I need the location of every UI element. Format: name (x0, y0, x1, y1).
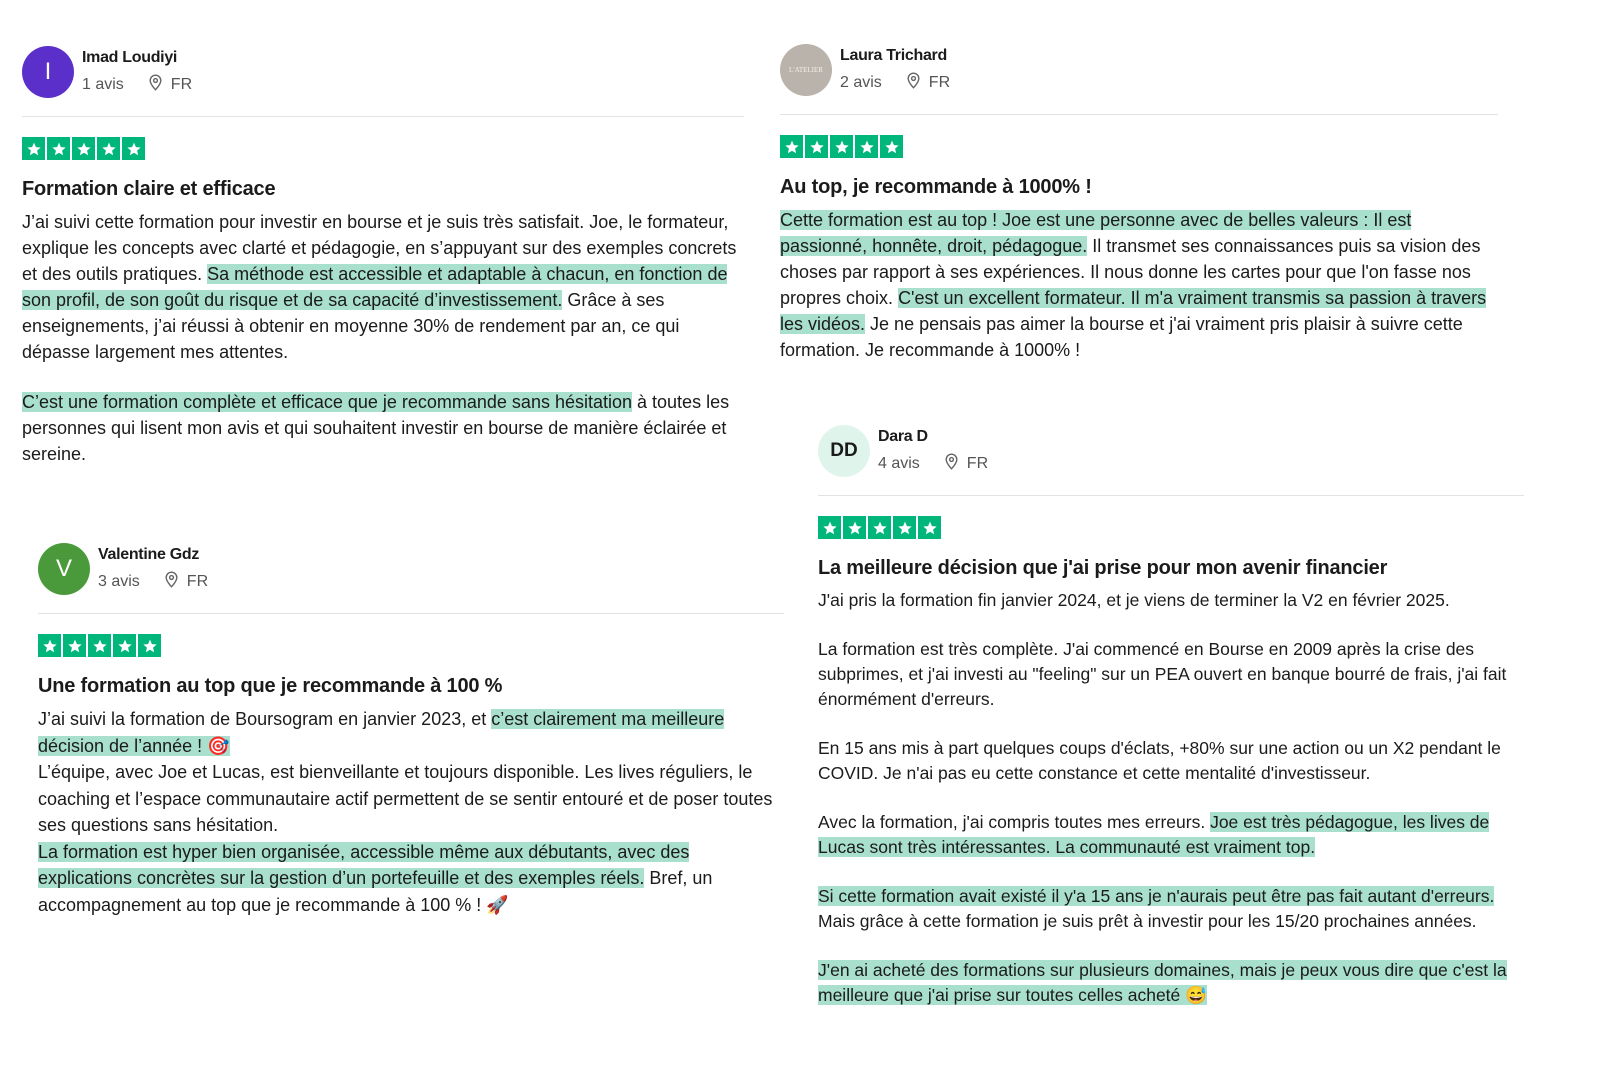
avatar[interactable]: V (38, 543, 90, 595)
review-header (22, 44, 744, 100)
location-pin-icon (164, 571, 179, 593)
divider (22, 116, 744, 117)
review-title[interactable]: Formation claire et efficace (22, 178, 276, 200)
review-count: 4 avis (878, 454, 920, 472)
star-icon (818, 516, 841, 539)
highlighted-text: c’est clairement ma meilleure décision de l’année ! 🎯 (38, 709, 725, 756)
star-icon (893, 516, 916, 539)
star-icon (38, 634, 61, 657)
star-rating (780, 135, 1498, 158)
star-icon (88, 634, 111, 657)
review-text: Mais grâce à cette formation je suis prêt à investir pour les 15/20 prochaines années. (818, 911, 1477, 931)
review-text: à toutes les personnes qui lisent mon avis et qui souhaitent investir en bourse de manière éclairée et sereine. (22, 392, 730, 464)
review-text: Avec la formation, j'ai compris toutes mes erreurs. (818, 812, 1211, 832)
review-card-imad (22, 44, 744, 467)
review-header (38, 541, 784, 597)
highlighted-text: J'en ai acheté des formations sur plusieurs domaines, mais je peux vous dire que c'est la meilleure que j'ai prise sur toutes celles acheté 😅 (818, 960, 1507, 1005)
review-text: J’ai suivi la formation de Boursogram en janvier 2023, et (38, 709, 492, 729)
star-rating (38, 634, 784, 657)
review-body (780, 207, 1498, 363)
location-pin-icon (906, 72, 921, 94)
star-icon (855, 135, 878, 158)
review-count: 1 avis (82, 75, 124, 93)
star-icon (113, 634, 136, 657)
location-pin-icon (944, 453, 959, 475)
star-icon (47, 137, 70, 160)
avatar[interactable]: DD (818, 425, 870, 477)
highlighted-text: Joe est très pédagogue, les lives de Lucas sont très intéressantes. La communauté est vraiment top. (818, 812, 1490, 857)
highlighted-text: Si cette formation avait existé il y'a 15 ans je n'aurais peut être pas fait autant d'erreurs. (818, 886, 1495, 906)
divider (780, 114, 1498, 115)
location-pin-icon (148, 74, 163, 96)
star-icon (805, 135, 828, 158)
highlighted-text: C’est une formation complète et efficace que je recommande sans hésitation (22, 392, 633, 412)
review-title[interactable]: Une formation au top que je recommande à 100 % (38, 675, 503, 697)
avatar[interactable]: L'ATELIER (780, 44, 832, 96)
avatar[interactable]: I (22, 46, 74, 98)
review-text: Grâce à ses enseignements, j’ai réussi à obtenir en moyenne 30% de rendement par an, ce qui dépasse largement mes attentes. (22, 290, 680, 362)
highlighted-text: Cette formation est au top ! Joe est une personne avec de belles valeurs : Il est passionné, honnête, droit, pédagogue. (780, 210, 1412, 256)
review-title[interactable]: La meilleure décision que j'ai prise pour mon avenir financier (818, 557, 1388, 579)
star-icon (138, 634, 161, 657)
review-text: Bref, un accompagnement au top que je recommande à 100 % ! 🚀 (38, 868, 713, 915)
review-header (780, 42, 1498, 98)
review-title[interactable]: Au top, je recommande à 1000% ! (780, 176, 1092, 198)
star-icon (63, 634, 86, 657)
star-icon (22, 137, 45, 160)
review-body (818, 588, 1524, 1008)
reviewer-name[interactable]: Valentine Gdz (98, 545, 200, 563)
review-card-valentine (38, 541, 784, 918)
review-text: Je ne pensais pas aimer la bourse et j'ai vraiment pris plaisir à suivre cette formation. Je recommande à 1000% ! (780, 314, 1463, 360)
star-icon (97, 137, 120, 160)
review-text: Il transmet ses connaissances puis sa vision des choses par rapport à ses expériences. Il nous donne les cartes pour que l'on fasse nos propres choix. (780, 236, 1481, 308)
star-icon (72, 137, 95, 160)
review-text: J'ai pris la formation fin janvier 2024, et je viens de terminer la V2 en février 2025. (818, 590, 1450, 610)
reviewer-name[interactable]: Dara D (878, 427, 928, 445)
highlighted-text: C'est un excellent formateur. Il m'a vraiment transmis sa passion à travers les vidéos. (780, 288, 1487, 334)
country-code: FR (966, 454, 989, 472)
star-icon (868, 516, 891, 539)
divider (38, 613, 784, 614)
star-rating (818, 516, 1524, 539)
review-card-laura (780, 42, 1498, 363)
star-icon (918, 516, 941, 539)
highlighted-text: La formation est hyper bien organisée, accessible même aux débutants, avec des explications concrètes sur la gestion d’un portefeuille et des exemples réels. (38, 841, 690, 888)
review-body (22, 209, 744, 467)
divider (818, 495, 1524, 496)
review-text: La formation est très complète. J'ai commencé en Bourse en 2009 après la crise des subprimes, et j'ai investi au "feeling" sur un PEA ouvert en banque bourré de frais, j'ai fait énormément d'erreurs. (818, 639, 1507, 709)
country-code: FR (186, 572, 209, 590)
star-icon (780, 135, 803, 158)
review-count: 2 avis (840, 73, 882, 91)
country-code: FR (170, 75, 193, 93)
reviewer-name[interactable]: Laura Trichard (840, 46, 947, 64)
star-icon (843, 516, 866, 539)
country-code: FR (928, 73, 951, 91)
star-icon (880, 135, 903, 158)
star-icon (122, 137, 145, 160)
review-header (818, 423, 1524, 479)
star-rating (22, 137, 744, 160)
review-count: 3 avis (98, 572, 140, 590)
highlighted-text: Sa méthode est accessible et adaptable à chacun, en fonction de son profil, de son goût du risque et de sa capacité d’investissement. (22, 264, 728, 310)
review-card-dara (818, 423, 1524, 1008)
review-text: L’équipe, avec Joe et Lucas, est bienveillante et toujours disponible. Les lives réguliers, le coaching et l’espace communautaire actif permettent de se sentir entouré et de poser toutes ses questions sans hésitation. (38, 762, 773, 835)
review-text: En 15 ans mis à part quelques coups d'éclats, +80% sur une action ou un X2 pendant le COVID. Je n'ai pas eu cette constance et cette mentalité d'investisseur. (818, 738, 1501, 783)
reviewer-name[interactable]: Imad Loudiyi (82, 48, 178, 66)
review-text: J’ai suivi cette formation pour investir en bourse et je suis très satisfait. Joe, le formateur, explique les concepts avec clarté et pédagogie, en s’appuyant sur des exemples concrets et des outils pratiques. (22, 212, 737, 284)
star-icon (830, 135, 853, 158)
review-body (38, 706, 784, 918)
